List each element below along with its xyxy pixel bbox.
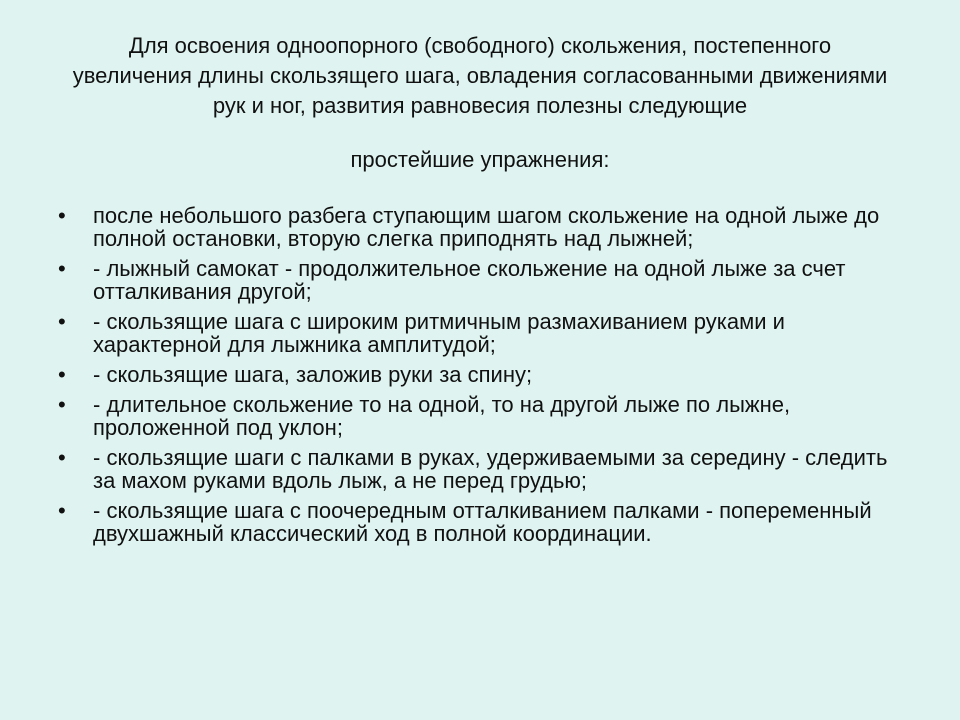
exercise-item-3 — [0, 310, 893, 356]
exercise-text: - скользящие шага, заложив руки за спину; — [93, 362, 533, 387]
exercise-item-7 — [0, 499, 893, 545]
exercise-item-6 — [0, 446, 893, 492]
exercise-text: - скользящие шага с широким ритмичным размахиванием руками и характерной для лыжника амплитудой; — [93, 309, 785, 357]
bullet-icon: • — [58, 309, 66, 334]
exercise-item-4 — [0, 363, 893, 386]
exercise-text: - лыжный самокат - продолжительное скольжение на одной лыже за счет отталкивания другой; — [93, 256, 846, 304]
bullet-icon: • — [58, 362, 66, 387]
bullet-icon: • — [58, 445, 66, 470]
bullet-icon: • — [58, 498, 66, 523]
exercise-text: - скользящие шаги с палками в руках, удерживаемыми за середину - следить за махом руками вдоль лыж, а не перед грудью; — [93, 445, 888, 493]
bullet-icon: • — [58, 392, 66, 417]
exercise-list — [0, 204, 960, 552]
exercise-text: - скользящие шага с поочередным отталкиванием палками - попеременный двухшажный классический ход в полной координации. — [93, 498, 872, 546]
exercise-item-2 — [0, 257, 893, 303]
exercise-item-1 — [0, 204, 893, 250]
exercises-subtitle: простейшие упражнения: — [350, 147, 610, 172]
exercise-item-5 — [0, 393, 893, 439]
bullet-icon: • — [58, 256, 66, 281]
intro-paragraph: Для освоения одноопорного (свободного) скольжения, постепенного увеличения длины скользящего шага, овладения согласованными движениями рук и ног, развития равновесия полезны следующие — [72, 33, 888, 118]
exercise-text: - длительное скольжение то на одной, то на другой лыже по лыжне, проложенной под уклон; — [93, 392, 791, 440]
bullet-icon: • — [58, 203, 66, 228]
exercise-text: после небольшого разбега ступающим шагом скольжение на одной лыже до полной остановки, вторую слегка приподнять над лыжней; — [93, 203, 880, 251]
